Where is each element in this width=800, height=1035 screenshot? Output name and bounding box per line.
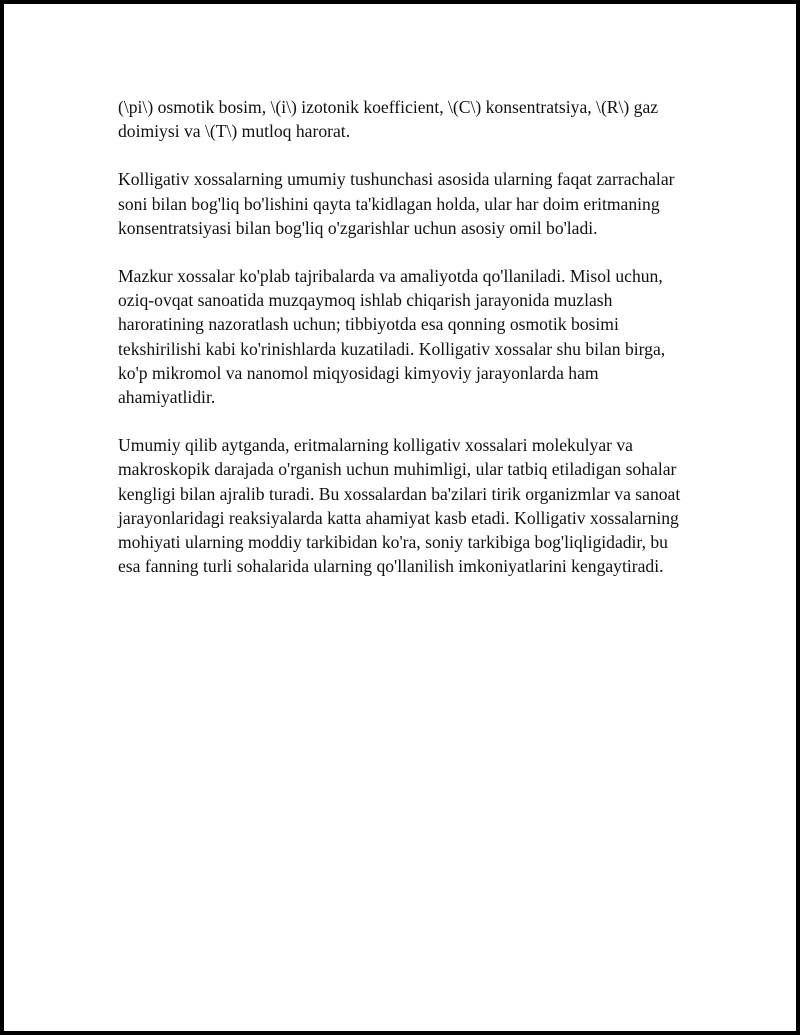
document-body <box>118 95 694 602</box>
paragraph-colligative-concept: Kolligativ xossalarning umumiy tushunchasi asosida ularning faqat zarrachalar soni bilan bog'liq bo'lishini qayta ta'kidlagan holda, ular har doim eritmaning konsentratsiyasi bilan bog'liq o'zgarishlar uchun asosiy omil bo'ladi. <box>118 169 675 238</box>
paragraph-conclusion: Umumiy qilib aytganda, eritmalarning kolligativ xossalari molekulyar va makroskopik darajada o'rganish uchun muhimligi, ular tatbiq etiladigan sohalar kengligi bilan ajralib turadi. Bu xossalardan ba'zilari tirik organizmlar va sanoat jarayonlaridagi reaksiyalarda katta ahamiyat kasb etadi. Kolligativ xossalarning mohiyati ularning moddiy tarkibidan ko'ra, soniy tarkibiga bog'liqligidadir, bu esa fanning turli sohalarida ularning qo'llanilish imkoniyatlarini kengaytiradi. <box>118 435 681 577</box>
paragraph-osmotic-definitions: (\pi\) osmotik bosim, \(i\) izotonik koefficient, \(C\) konsentratsiya, \(R\) gaz doimiysi va \(T\) mutloq harorat. <box>118 97 659 142</box>
paragraph-applications: Mazkur xossalar ko'plab tajribalarda va amaliyotda qo'llaniladi. Misol uchun, oziq-ovqat sanoatida muzqaymoq ishlab chiqarish jarayonida muzlash haroratining nazoratlash uchun; tibbiyotda esa qonning osmotik bosimi tekshirilishi kabi ko'rinishlarda kuzatiladi. Kolligativ xossalar shu bilan birga, ko'p mikromol va nanomol miqyosidagi kimyoviy jarayonlarda ham ahamiyatlidir. <box>118 266 666 408</box>
